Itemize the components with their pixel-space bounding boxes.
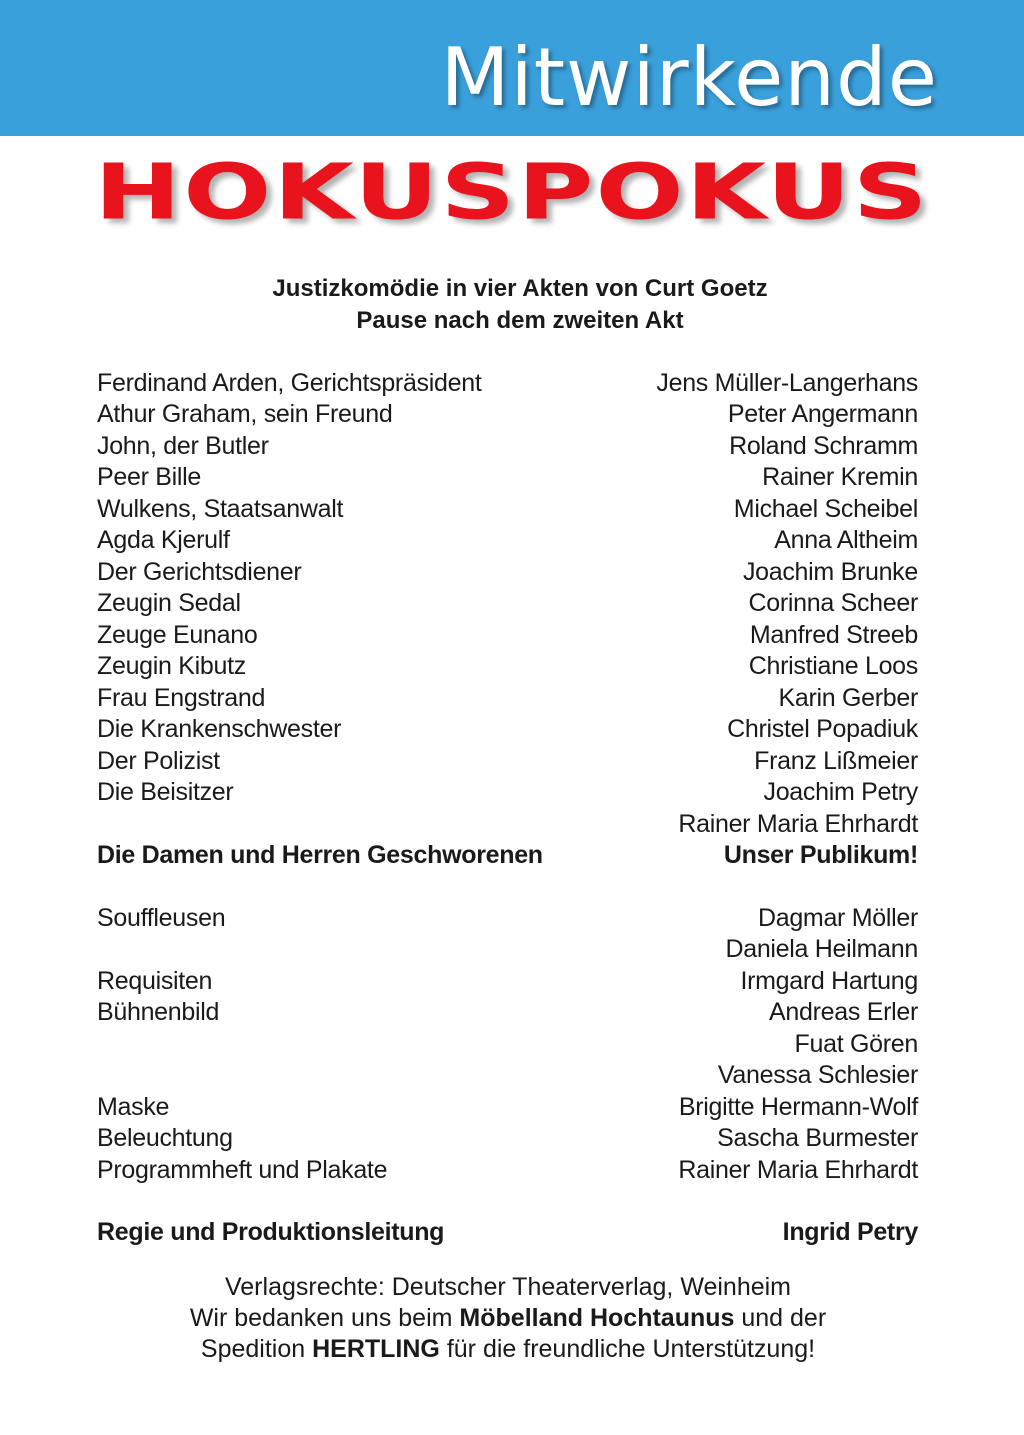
cast-row [97, 619, 918, 651]
footer-thanks-line [0, 1303, 1016, 1334]
play-title: HOKUSPOKUS [94, 147, 930, 237]
cast-row [97, 808, 918, 840]
cast-row [97, 776, 918, 808]
crew-row [97, 1059, 918, 1091]
jury-label: Die Damen und Herren Geschworenen [97, 841, 543, 869]
footer-text: Wir bedanken uns beim [189, 1304, 460, 1332]
cast-row [97, 430, 918, 462]
cast-row [97, 398, 918, 430]
jury-value: Unser Publikum! [723, 841, 918, 869]
role-name: Ferdinand Arden, Gerichtspräsident [97, 369, 482, 397]
role-name: Peer Bille [97, 463, 201, 491]
actor-name: Rainer Maria Ehrhardt [678, 810, 918, 838]
actor-name: Christiane Loos [748, 652, 918, 680]
actor-name: Corinna Scheer [748, 589, 918, 617]
role-name: Zeugin Sedal [97, 589, 241, 617]
actor-name: Anna Altheim [774, 526, 918, 554]
subtitle-pause: Pause nach dem zweiten Akt [356, 307, 684, 334]
role-name: Zeuge Eunano [97, 621, 258, 649]
actor-name: Manfred Streeb [749, 621, 918, 649]
footer-text: Spedition [200, 1335, 313, 1363]
header-banner [0, 0, 1024, 136]
cast-row [97, 556, 918, 588]
crew-role: Beleuchtung [97, 1124, 233, 1152]
footer-support-line [0, 1334, 1016, 1365]
actor-name: Jens Müller-Langerhans [656, 369, 918, 397]
cast-row [97, 587, 918, 619]
cast-row [97, 650, 918, 682]
footer-text: für die freundliche Unterstützung! [439, 1335, 816, 1363]
role-name: Der Gerichtsdiener [97, 558, 302, 586]
crew-row [97, 1122, 918, 1154]
role-name: Die Beisitzer [97, 778, 234, 806]
role-name: John, der Butler [97, 432, 269, 460]
crew-member: Vanessa Schlesier [717, 1061, 918, 1089]
banner-title: Mitwirkende [440, 31, 938, 124]
crew-role: Requisiten [97, 967, 213, 995]
cast-row [97, 493, 918, 525]
crew-role: Bühnenbild [97, 998, 220, 1026]
cast-row [97, 713, 918, 745]
cast-row [97, 461, 918, 493]
crew-member: Fuat Gören [794, 1030, 918, 1058]
crew-role: Souffleusen [97, 904, 226, 932]
subtitle-author: Justizkomödie in vier Akten von Curt Goetz [272, 275, 768, 302]
role-name: Agda Kjerulf [97, 526, 230, 554]
direction-label: Regie und Produktionsleitung [97, 1218, 445, 1246]
crew-member: Andreas Erler [769, 998, 918, 1026]
role-name: Wulkens, Staatsanwalt [97, 495, 344, 523]
cast-row [97, 745, 918, 777]
actor-name: Karin Gerber [778, 684, 918, 712]
actor-name: Joachim Petry [763, 778, 918, 806]
direction-row [97, 1216, 918, 1248]
actor-name: Franz Lißmeier [754, 747, 918, 775]
cast-row [97, 524, 918, 556]
crew-member: Daniela Heilmann [725, 935, 918, 963]
actor-name: Joachim Brunke [742, 558, 918, 586]
crew-role: Maske [97, 1093, 170, 1121]
crew-row [97, 965, 918, 997]
jury-row [97, 839, 918, 871]
crew-member: Sascha Burmester [717, 1124, 918, 1152]
crew-role: Programmheft und Plakate [97, 1156, 388, 1184]
crew-member: Dagmar Möller [757, 904, 918, 932]
actor-name: Rainer Kremin [762, 463, 918, 491]
cast-row [97, 682, 918, 714]
crew-row [97, 996, 918, 1028]
footer-rights: Verlagsrechte: Deutscher Theaterverlag, Weinheim [224, 1273, 792, 1301]
director-name: Ingrid Petry [782, 1218, 918, 1246]
actor-name: Christel Popadiuk [727, 715, 918, 743]
role-name: Athur Graham, sein Freund [97, 400, 393, 428]
crew-row [97, 1154, 918, 1186]
crew-row [97, 1091, 918, 1123]
crew-row [97, 933, 918, 965]
sponsor-name: HERTLING [312, 1335, 440, 1363]
role-name: Zeugin Kibutz [97, 652, 246, 680]
cast-row [97, 367, 918, 399]
crew-row [97, 902, 918, 934]
crew-row [97, 1028, 918, 1060]
actor-name: Peter Angermann [727, 400, 918, 428]
footer-text: und der [734, 1304, 827, 1332]
role-name: Der Polizist [97, 747, 220, 775]
crew-member: Rainer Maria Ehrhardt [678, 1156, 918, 1184]
crew-member: Brigitte Hermann-Wolf [678, 1093, 918, 1121]
role-name: Die Krankenschwester [97, 715, 342, 743]
actor-name: Michael Scheibel [733, 495, 918, 523]
sponsor-name: Möbelland Hochtaunus [459, 1304, 735, 1332]
role-name: Frau Engstrand [97, 684, 266, 712]
actor-name: Roland Schramm [729, 432, 918, 460]
crew-member: Irmgard Hartung [740, 967, 918, 995]
